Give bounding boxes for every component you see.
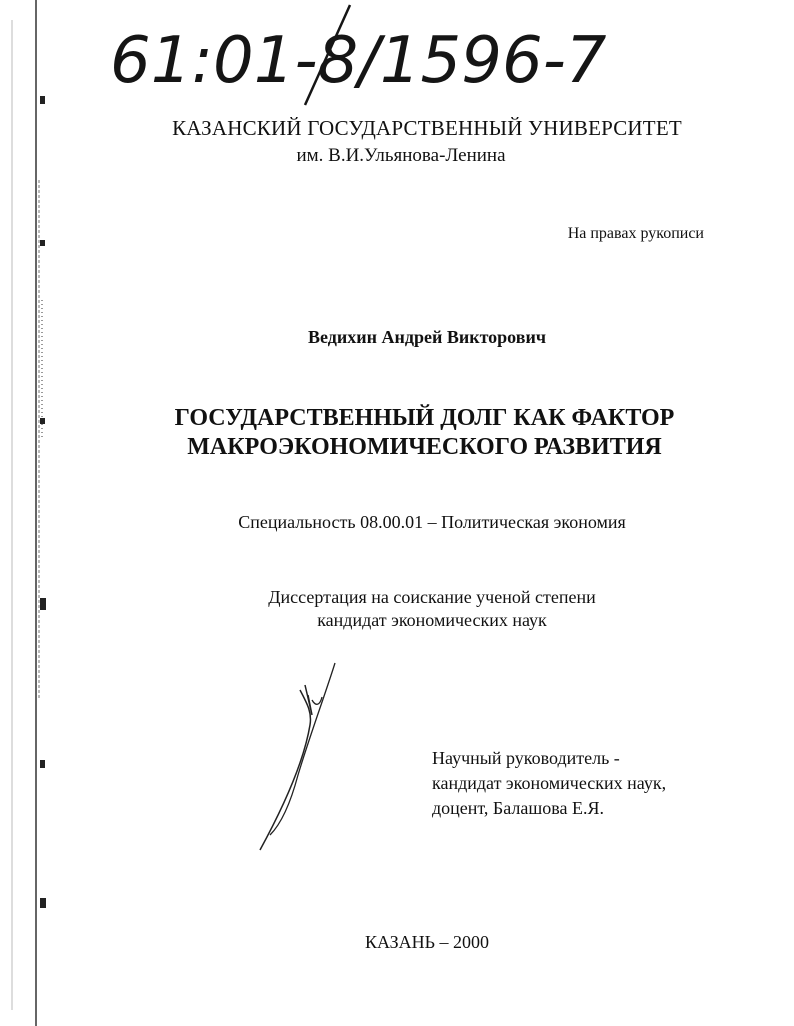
handwritten-archive-code xyxy=(100,0,620,110)
author-name: Ведихин Андрей Викторович xyxy=(308,327,546,347)
title-line-1: ГОСУДАРСТВЕННЫЙ ДОЛГ КАК ФАКТОР xyxy=(174,405,675,431)
manuscript-rights-note: На правах рукописи xyxy=(567,225,704,242)
supervisor-line-2: кандидат экономических наук, xyxy=(432,773,667,793)
dissertation-title xyxy=(0,404,794,462)
supervisor-line-3: доцент, Балашова Е.Я. xyxy=(432,798,604,818)
university-name: КАЗАНСКИЙ ГОСУДАРСТВЕННЫЙ УНИВЕРСИТЕТ xyxy=(172,116,682,140)
dissertation-degree xyxy=(0,586,794,632)
supervisor-line-1: Научный руководитель - xyxy=(432,748,620,768)
specialty: Специальность 08.00.01 – Политическая экономия xyxy=(238,512,626,532)
signature xyxy=(250,655,350,855)
degree-line-2: кандидат экономических наук xyxy=(317,610,547,630)
degree-line-1: Диссертация на соискание ученой степени xyxy=(268,587,596,607)
archive-code-text: 61:01-8/1596-7 xyxy=(110,24,607,98)
scientific-supervisor xyxy=(432,746,666,821)
title-line-2: МАКРОЭКОНОМИЧЕСКОГО РАЗВИТИЯ xyxy=(187,434,662,460)
city-year: КАЗАНЬ – 2000 xyxy=(365,932,489,952)
university-named-after: им. В.И.Ульянова-Ленина xyxy=(296,145,506,166)
